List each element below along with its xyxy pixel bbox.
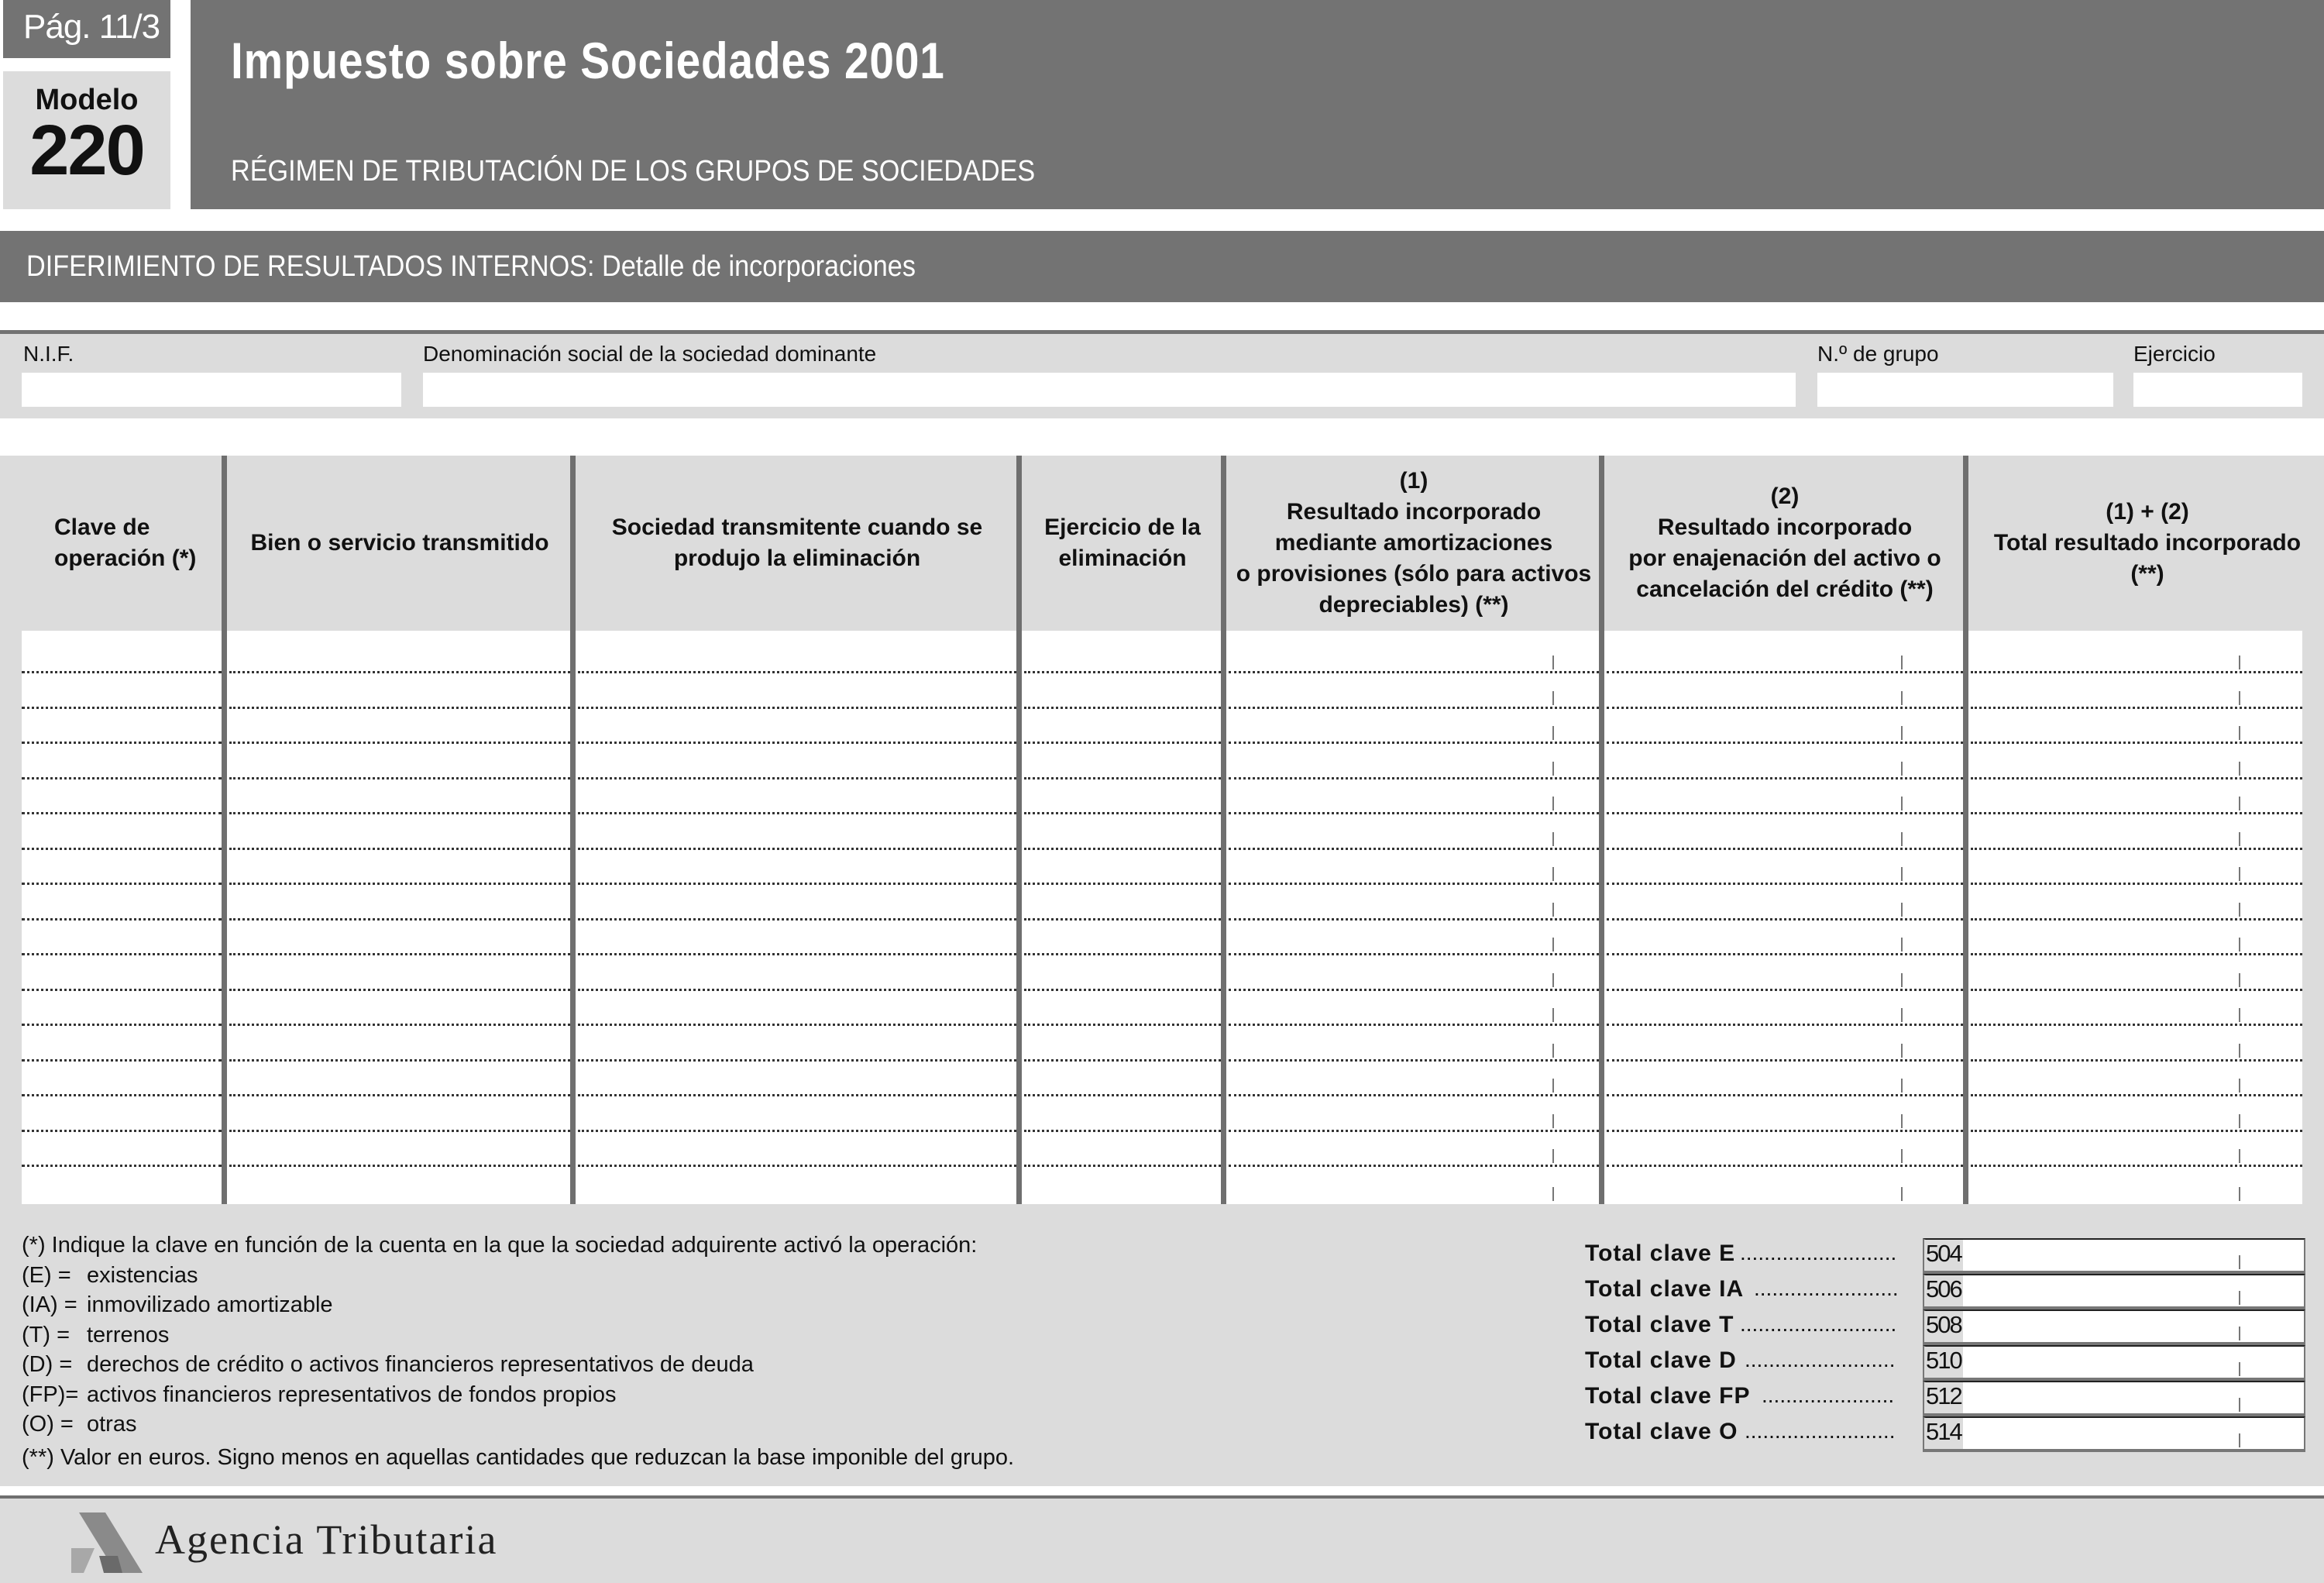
column-divider: [1599, 456, 1604, 1204]
entry-line[interactable]: [578, 1059, 1016, 1062]
decimal-separator-tick: [2239, 1079, 2240, 1093]
entry-line[interactable]: [229, 777, 570, 779]
leader-dots: ........................: [1754, 1276, 1899, 1300]
total-label: Total clave FP: [1585, 1383, 1751, 1409]
decimal-separator-tick: [2239, 1149, 2240, 1163]
entry-line[interactable]: [229, 848, 570, 850]
note-key-row: (T) = terrenos: [22, 1322, 170, 1347]
column-header-total: (1) + (2) Total resultado incorporado (**): [1993, 499, 2302, 587]
decimal-separator-tick: [1901, 1187, 1903, 1201]
entry-line[interactable]: [1607, 812, 1963, 814]
entry-line[interactable]: [578, 812, 1016, 814]
decimal-separator-tick: [1552, 938, 1554, 952]
entry-line[interactable]: [22, 812, 222, 814]
decimal-separator-tick: [2239, 1398, 2240, 1412]
entry-line[interactable]: [1024, 848, 1221, 850]
entry-line[interactable]: [578, 671, 1016, 673]
entry-line[interactable]: [1024, 742, 1221, 744]
decimal-separator-tick: [1552, 832, 1554, 846]
column-divider: [1016, 456, 1022, 1204]
grupo-field[interactable]: [1817, 373, 2113, 407]
total-row-ia: [1585, 1274, 2305, 1309]
entry-line[interactable]: [1971, 671, 2302, 673]
decimal-separator-tick: [1552, 726, 1554, 740]
section-title-main: DIFERIMIENTO DE RESULTADOS INTERNOS:: [26, 250, 595, 283]
decimal-separator-tick: [1552, 656, 1554, 669]
entry-line[interactable]: [1607, 918, 1963, 921]
total-e-field[interactable]: [1923, 1238, 2305, 1274]
entry-line[interactable]: [578, 883, 1016, 885]
decimal-separator-tick: [2239, 1433, 2240, 1447]
decimal-separator-tick: [2239, 938, 2240, 952]
entry-line[interactable]: [22, 953, 222, 955]
entry-line[interactable]: [578, 1094, 1016, 1096]
identification-band: [0, 330, 2324, 418]
footer: [0, 1495, 2324, 1583]
decimal-separator-tick: [1901, 867, 1903, 881]
entry-line[interactable]: [1229, 671, 1599, 673]
entry-line[interactable]: [1229, 989, 1599, 991]
nif-field[interactable]: [22, 373, 401, 407]
decimal-separator-tick: [1901, 1114, 1903, 1128]
decimal-separator-tick: [2239, 867, 2240, 881]
leader-dots: ......................: [1762, 1383, 1895, 1407]
entry-line[interactable]: [229, 989, 570, 991]
decimal-separator-tick: [2239, 726, 2240, 740]
decimal-separator-tick: [1552, 1114, 1554, 1128]
section-title: [26, 250, 916, 284]
decimal-separator-tick: [2239, 1044, 2240, 1058]
modelo-box: [3, 71, 170, 209]
denominacion-label: Denominación social de la sociedad dominante: [423, 342, 877, 366]
decimal-separator-tick: [1552, 1008, 1554, 1022]
nif-label: N.I.F.: [23, 342, 74, 366]
entry-line[interactable]: [1971, 848, 2302, 850]
entry-line[interactable]: [1229, 1059, 1599, 1062]
entry-line[interactable]: [1971, 707, 2302, 709]
entry-line[interactable]: [1024, 989, 1221, 991]
section-bar: [0, 231, 2324, 302]
entry-line[interactable]: [1971, 1130, 2302, 1132]
entry-line[interactable]: [1024, 812, 1221, 814]
entry-line[interactable]: [229, 1094, 570, 1096]
entry-line[interactable]: [22, 1059, 222, 1062]
note-key-row: (D) = derechos de crédito o activos financieros representativos de deuda: [22, 1352, 754, 1377]
leader-dots: .........................: [1745, 1419, 1896, 1443]
decimal-separator-tick: [2239, 762, 2240, 776]
entry-line[interactable]: [22, 918, 222, 921]
header-bar: [191, 0, 2324, 209]
decimal-separator-tick: [1552, 1149, 1554, 1163]
agency-name: Agencia Tributaria: [155, 1516, 498, 1563]
entry-line[interactable]: [1971, 883, 2302, 885]
entry-line[interactable]: [22, 883, 222, 885]
entry-line[interactable]: [1971, 918, 2302, 921]
column-header-bien: Bien o servicio transmitido: [250, 530, 549, 556]
total-label: Total clave IA: [1585, 1276, 1745, 1302]
entry-line[interactable]: [1024, 777, 1221, 779]
decimal-separator-tick: [2239, 832, 2240, 846]
entry-line[interactable]: [1971, 1024, 2302, 1026]
decimal-separator-tick: [2239, 656, 2240, 669]
entry-line[interactable]: [578, 1165, 1016, 1167]
column-divider: [222, 456, 227, 1204]
table-body[interactable]: [22, 631, 2302, 1204]
decimal-separator-tick: [1901, 1079, 1903, 1093]
note-key-row: (FP)= activos financieros representativos de fondos propios: [22, 1382, 617, 1407]
column-header-resultado-1: (1) Resultado incorporado mediante amortizaciones o provisiones (sólo para activos depreciables) (**): [1236, 468, 1592, 618]
entry-line[interactable]: [1971, 812, 2302, 814]
entry-line[interactable]: [578, 953, 1016, 955]
entry-line[interactable]: [22, 1130, 222, 1132]
entry-line[interactable]: [229, 1059, 570, 1062]
decimal-separator-tick: [2239, 1362, 2240, 1376]
box-code: 504: [1924, 1240, 1963, 1271]
decimal-separator-tick: [2239, 1327, 2240, 1340]
notes-footnote: (**) Valor en euros. Signo menos en aquellas cantidades que reduzcan la base imponible del grupo.: [22, 1444, 1015, 1470]
decimal-separator-tick: [1901, 762, 1903, 776]
decimal-separator-tick: [2239, 691, 2240, 705]
entry-line[interactable]: [1229, 883, 1599, 885]
box-code: 514: [1924, 1418, 1963, 1449]
entry-line[interactable]: [1024, 1094, 1221, 1096]
total-label: Total clave E: [1585, 1241, 1736, 1266]
total-label: Total clave D: [1585, 1347, 1737, 1373]
decimal-separator-tick: [1901, 973, 1903, 987]
total-fp-field[interactable]: [1923, 1381, 2305, 1416]
note-key-row: (O) = otras: [22, 1412, 137, 1437]
entry-line[interactable]: [1971, 1059, 2302, 1062]
ejercicio-field[interactable]: [2133, 373, 2302, 407]
entry-line[interactable]: [578, 742, 1016, 744]
entry-line[interactable]: [229, 707, 570, 709]
column-divider: [1221, 456, 1226, 1204]
entry-line[interactable]: [1229, 1024, 1599, 1026]
entry-line[interactable]: [1229, 953, 1599, 955]
total-t-field[interactable]: [1923, 1309, 2305, 1345]
decimal-separator-tick: [1901, 691, 1903, 705]
total-d-field[interactable]: [1923, 1345, 2305, 1381]
entry-line[interactable]: [229, 883, 570, 885]
total-label: Total clave O: [1585, 1419, 1738, 1444]
entry-line[interactable]: [1024, 1130, 1221, 1132]
total-o-field[interactable]: [1923, 1416, 2305, 1452]
column-header-ejercicio: Ejercicio de la eliminación: [1044, 514, 1201, 571]
entry-line[interactable]: [229, 1024, 570, 1026]
entry-line[interactable]: [1607, 671, 1963, 673]
total-row-d: [1585, 1345, 2305, 1381]
decimal-separator-tick: [1552, 691, 1554, 705]
entry-line[interactable]: [22, 1094, 222, 1096]
entry-line[interactable]: [22, 1024, 222, 1026]
entry-line[interactable]: [229, 918, 570, 921]
column-header-sociedad: Sociedad transmitente cuando se produjo la eliminación: [611, 514, 983, 571]
entry-line[interactable]: [1607, 1130, 1963, 1132]
entry-line[interactable]: [1229, 1165, 1599, 1167]
decimal-separator-tick: [1901, 1044, 1903, 1058]
entry-line[interactable]: [1229, 848, 1599, 850]
decimal-separator-tick: [1552, 903, 1554, 917]
decimal-separator-tick: [1901, 938, 1903, 952]
note-key-row: (E) = existencias: [22, 1262, 198, 1288]
decimal-separator-tick: [1901, 797, 1903, 810]
decimal-separator-tick: [1552, 973, 1554, 987]
entry-line[interactable]: [1607, 1059, 1963, 1062]
entry-line[interactable]: [578, 1130, 1016, 1132]
entry-line[interactable]: [1607, 742, 1963, 744]
entry-line[interactable]: [578, 1024, 1016, 1026]
entry-line[interactable]: [578, 777, 1016, 779]
total-row-o: [1585, 1416, 2305, 1452]
entry-line[interactable]: [1024, 1024, 1221, 1026]
column-divider: [1963, 456, 1968, 1204]
entry-line[interactable]: [1024, 1059, 1221, 1062]
decimal-separator-tick: [1901, 832, 1903, 846]
leader-dots: .........................: [1745, 1347, 1896, 1371]
ejercicio-label: Ejercicio: [2133, 342, 2216, 366]
entry-line[interactable]: [578, 989, 1016, 991]
entry-line[interactable]: [1607, 883, 1963, 885]
entry-line[interactable]: [578, 848, 1016, 850]
total-label: Total clave T: [1585, 1312, 1734, 1337]
form-subtitle: RÉGIMEN DE TRIBUTACIÓN DE LOS GRUPOS DE SOCIEDADES: [231, 155, 1036, 188]
entry-line[interactable]: [1607, 1165, 1963, 1167]
column-header-resultado-2: (2) Resultado incorporado por enajenación del activo o cancelación del crédito (**): [1628, 484, 1941, 602]
decimal-separator-tick: [2239, 1008, 2240, 1022]
entry-line[interactable]: [1607, 1094, 1963, 1096]
notes-intro: (*) Indique la clave en función de la cuenta en la que la sociedad adquirente activó la operación:: [22, 1233, 978, 1258]
entry-line[interactable]: [578, 707, 1016, 709]
entry-line[interactable]: [229, 671, 570, 673]
entry-line[interactable]: [1607, 989, 1963, 991]
entry-line[interactable]: [1229, 1094, 1599, 1096]
decimal-separator-tick: [2239, 903, 2240, 917]
note-key-row: (IA) = inmovilizado amortizable: [22, 1292, 333, 1317]
entry-line[interactable]: [1024, 707, 1221, 709]
decimal-separator-tick: [1901, 1008, 1903, 1022]
section-title-detail: Detalle de incorporaciones: [601, 250, 916, 283]
entry-line[interactable]: [229, 812, 570, 814]
entry-line[interactable]: [22, 671, 222, 673]
decimal-separator-tick: [1552, 1044, 1554, 1058]
decimal-separator-tick: [1552, 1079, 1554, 1093]
entry-line[interactable]: [1229, 742, 1599, 744]
entry-line[interactable]: [22, 848, 222, 850]
entry-line[interactable]: [1607, 707, 1963, 709]
grupo-label: N.º de grupo: [1817, 342, 1939, 366]
entry-line[interactable]: [1971, 989, 2302, 991]
decimal-separator-tick: [1552, 762, 1554, 776]
decimal-separator-tick: [1552, 1187, 1554, 1201]
denominacion-field[interactable]: [423, 373, 1796, 407]
column-divider: [570, 456, 576, 1204]
modelo-label: Modelo: [35, 84, 139, 116]
entry-line[interactable]: [229, 953, 570, 955]
entry-line[interactable]: [1024, 671, 1221, 673]
total-row-t: [1585, 1309, 2305, 1345]
decimal-separator-tick: [1901, 726, 1903, 740]
leader-dots: ..........................: [1740, 1241, 1897, 1265]
entry-line[interactable]: [1229, 707, 1599, 709]
total-row-e: [1585, 1238, 2305, 1274]
box-code: 510: [1924, 1347, 1963, 1378]
leader-dots: ..........................: [1740, 1312, 1897, 1336]
modelo-number: 220: [29, 111, 144, 190]
entry-line[interactable]: [229, 1130, 570, 1132]
entry-line[interactable]: [1971, 1094, 2302, 1096]
total-ia-field[interactable]: [1923, 1274, 2305, 1309]
entry-line[interactable]: [578, 918, 1016, 921]
entry-line[interactable]: [1024, 953, 1221, 955]
entry-line[interactable]: [1024, 1165, 1221, 1167]
entry-line[interactable]: [1229, 812, 1599, 814]
box-code: 512: [1924, 1382, 1963, 1413]
decimal-separator-tick: [1901, 903, 1903, 917]
entry-line[interactable]: [1607, 848, 1963, 850]
decimal-separator-tick: [2239, 1187, 2240, 1201]
decimal-separator-tick: [2239, 973, 2240, 987]
entry-line[interactable]: [1971, 953, 2302, 955]
entry-line[interactable]: [1607, 1024, 1963, 1026]
entry-line[interactable]: [22, 1165, 222, 1167]
entry-line[interactable]: [1229, 777, 1599, 779]
decimal-separator-tick: [2239, 1114, 2240, 1128]
entry-line[interactable]: [1229, 1130, 1599, 1132]
agencia-tributaria-logo-icon: [71, 1512, 146, 1574]
decimal-separator-tick: [2239, 1255, 2240, 1269]
entry-line[interactable]: [1229, 918, 1599, 921]
total-row-fp: [1585, 1381, 2305, 1416]
entry-line[interactable]: [1607, 777, 1963, 779]
entry-line[interactable]: [229, 742, 570, 744]
entry-line[interactable]: [22, 707, 222, 709]
entry-line[interactable]: [1024, 883, 1221, 885]
entry-line[interactable]: [22, 742, 222, 744]
decimal-separator-tick: [1552, 867, 1554, 881]
column-header-clave: Clave de operación (*): [54, 514, 197, 571]
box-code: 506: [1924, 1275, 1963, 1306]
page-number: Pág. 11/3: [3, 0, 170, 58]
entry-line[interactable]: [229, 1165, 570, 1167]
decimal-separator-tick: [1552, 797, 1554, 810]
decimal-separator-tick: [2239, 1291, 2240, 1305]
box-code: 508: [1924, 1311, 1963, 1342]
entry-line[interactable]: [1971, 742, 2302, 744]
entry-line[interactable]: [22, 989, 222, 991]
entry-line[interactable]: [22, 777, 222, 779]
entry-line[interactable]: [1607, 953, 1963, 955]
entry-line[interactable]: [1024, 918, 1221, 921]
entry-line[interactable]: [1971, 1165, 2302, 1167]
form-title: Impuesto sobre Sociedades 2001: [231, 32, 945, 89]
decimal-separator-tick: [1901, 656, 1903, 669]
notes-section: [22, 1230, 1014, 1472]
decimal-separator-tick: [1901, 1149, 1903, 1163]
entry-line[interactable]: [1971, 777, 2302, 779]
decimal-separator-tick: [2239, 797, 2240, 810]
